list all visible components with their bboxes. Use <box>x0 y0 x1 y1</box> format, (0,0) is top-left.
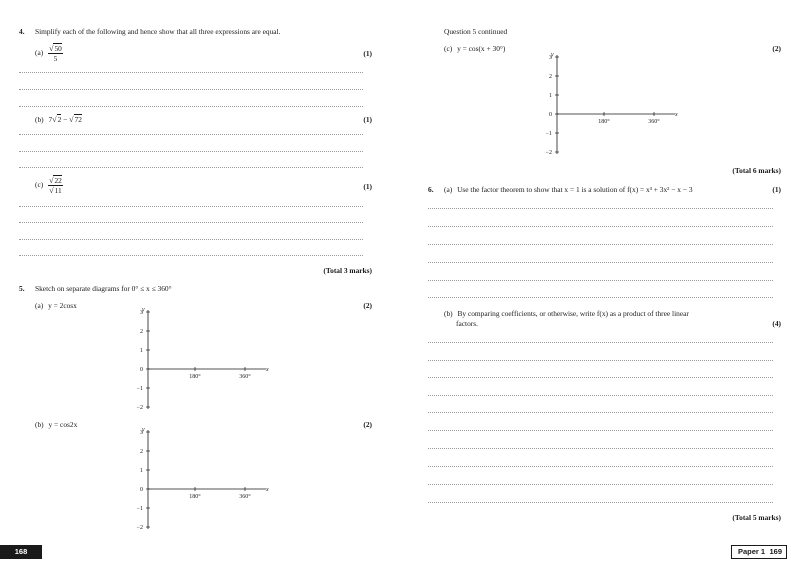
x-tick-label: 360° <box>239 374 251 380</box>
q5c-graph[interactable] <box>537 52 685 158</box>
page-number-right <box>731 545 787 559</box>
q5a-label: (a) <box>35 301 44 310</box>
y-tick-label: −1 <box>136 506 143 512</box>
x-tick-label: 180° <box>189 374 201 380</box>
q5a-expr: y = 2cosx <box>48 301 77 310</box>
answer-line[interactable] <box>428 262 773 263</box>
y-axis-label: y <box>551 52 554 58</box>
paper-label: Paper 1 <box>738 547 766 556</box>
answer-line[interactable] <box>19 89 363 90</box>
q5b <box>35 420 77 429</box>
q6a-text: Use the factor theorem to show that x = 1 is a solution of f(x) = x³ + 3x² − x − 3 <box>457 185 693 194</box>
y-axis-label: y <box>142 427 145 433</box>
answer-line[interactable] <box>428 244 773 245</box>
q5-continued-heading: Question 5 continued <box>444 27 508 36</box>
q4-stem: Simplify each of the following and hence show that all three expressions are equal. <box>35 27 281 36</box>
q5c-marks: (2) <box>772 44 781 53</box>
page-number-left: 168 <box>0 545 42 559</box>
q6-number: 6. <box>428 185 434 194</box>
q4a-radicand: 50 <box>54 44 62 53</box>
answer-line[interactable] <box>428 430 773 431</box>
y-tick-label: 1 <box>140 348 143 354</box>
q4b-coef: 7 <box>48 115 53 124</box>
page-number-right-value: 169 <box>769 547 782 556</box>
answer-line[interactable] <box>19 72 363 73</box>
y-tick-label: 2 <box>549 74 552 80</box>
x-tick-label: 180° <box>598 119 610 125</box>
q6a-label: (a) <box>444 185 453 194</box>
q4-number: 4. <box>19 27 25 36</box>
x-axis-label: x <box>266 367 269 373</box>
answer-line[interactable] <box>428 280 773 281</box>
answer-line[interactable] <box>428 412 773 413</box>
q4a <box>35 44 63 63</box>
q4-total: (Total 3 marks) <box>323 266 372 275</box>
q5b-label: (b) <box>35 420 44 429</box>
x-axis-label: x <box>266 487 269 493</box>
q6a <box>444 185 693 194</box>
q4a-label: (a) <box>35 48 44 58</box>
y-tick-label: −2 <box>545 150 552 156</box>
q6-total: (Total 5 marks) <box>732 513 781 522</box>
q6b-line2: factors. <box>456 319 478 328</box>
x-tick-label: 360° <box>239 494 251 500</box>
answer-line[interactable] <box>428 448 773 449</box>
q4c <box>35 176 63 195</box>
q5b-marks: (2) <box>363 420 372 429</box>
answer-line[interactable] <box>428 395 773 396</box>
q4a-fraction: $\frac{√50}{5}$ <box>49 44 62 63</box>
y-tick-label: 3 <box>549 55 552 61</box>
q5a <box>35 301 77 310</box>
y-tick-label: 2 <box>140 449 143 455</box>
q5-stem: Sketch on separate diagrams for 0° ≤ x ≤ 360° <box>35 284 172 293</box>
q6b-label: (b) <box>444 309 453 318</box>
y-axis-label: y <box>142 307 145 313</box>
q6a-marks: (1) <box>772 185 781 194</box>
q4a-marks: (1) <box>363 49 372 58</box>
q5-total: (Total 6 marks) <box>732 166 781 175</box>
answer-line[interactable] <box>19 206 363 207</box>
answer-line[interactable] <box>19 167 363 168</box>
answer-line[interactable] <box>428 208 773 209</box>
q5b-graph[interactable] <box>128 427 276 533</box>
q4b-label: (b) <box>35 115 44 124</box>
answer-line[interactable] <box>19 222 363 223</box>
y-tick-label: −1 <box>136 386 143 392</box>
q4a-denominator: 5 <box>53 54 58 63</box>
q4c-den-radicand: 11 <box>54 186 62 195</box>
x-axis-label: x <box>675 112 678 118</box>
answer-line[interactable] <box>428 226 773 227</box>
answer-line[interactable] <box>19 134 363 135</box>
q5c <box>444 44 505 53</box>
q5-number: 5. <box>19 284 25 293</box>
q4c-num-radicand: 22 <box>54 176 62 185</box>
answer-line[interactable] <box>428 502 773 503</box>
y-tick-label: 1 <box>549 93 552 99</box>
q4b: (b) 7√2 − √72 <box>35 115 82 124</box>
y-tick-label: 3 <box>140 310 143 316</box>
q5a-graph[interactable] <box>128 307 276 413</box>
answer-line[interactable] <box>19 255 363 256</box>
q4c-marks: (1) <box>363 182 372 191</box>
x-tick-label: 180° <box>189 494 201 500</box>
answer-line[interactable] <box>428 360 773 361</box>
q4b-marks: (1) <box>363 115 372 124</box>
y-tick-label: −2 <box>136 525 143 531</box>
y-tick-label: −2 <box>136 405 143 411</box>
q5c-label: (c) <box>444 44 453 53</box>
q5c-expr: y = cos(x + 30°) <box>457 44 506 53</box>
answer-line[interactable] <box>428 466 773 467</box>
x-tick-label: 360° <box>648 119 660 125</box>
q4b-minus: − <box>63 115 68 124</box>
y-tick-label: 0 <box>140 367 143 373</box>
y-tick-label: 0 <box>549 112 552 118</box>
y-tick-label: 1 <box>140 468 143 474</box>
q5b-expr: y = cos2x <box>48 420 78 429</box>
y-tick-label: 2 <box>140 329 143 335</box>
q4c-label: (c) <box>35 180 44 190</box>
answer-line[interactable] <box>428 342 773 343</box>
q6b-marks: (4) <box>772 319 781 328</box>
q4c-fraction: $\frac{√22}{√11}$ <box>49 176 62 195</box>
y-tick-label: 0 <box>140 487 143 493</box>
y-tick-label: −1 <box>545 131 552 137</box>
answer-line[interactable] <box>19 151 363 152</box>
y-tick-label: 3 <box>140 430 143 436</box>
q4b-rad1: 2 <box>57 115 62 124</box>
q5a-marks: (2) <box>363 301 372 310</box>
answer-line[interactable] <box>19 106 363 107</box>
answer-line[interactable] <box>428 377 773 378</box>
q6b <box>444 309 689 318</box>
answer-line[interactable] <box>428 297 773 298</box>
answer-line[interactable] <box>19 239 363 240</box>
q6b-line1: By comparing coefficients, or otherwise, write f(x) as a product of three linear <box>457 309 689 318</box>
answer-line[interactable] <box>428 484 773 485</box>
q4b-rad2: 72 <box>74 115 82 124</box>
